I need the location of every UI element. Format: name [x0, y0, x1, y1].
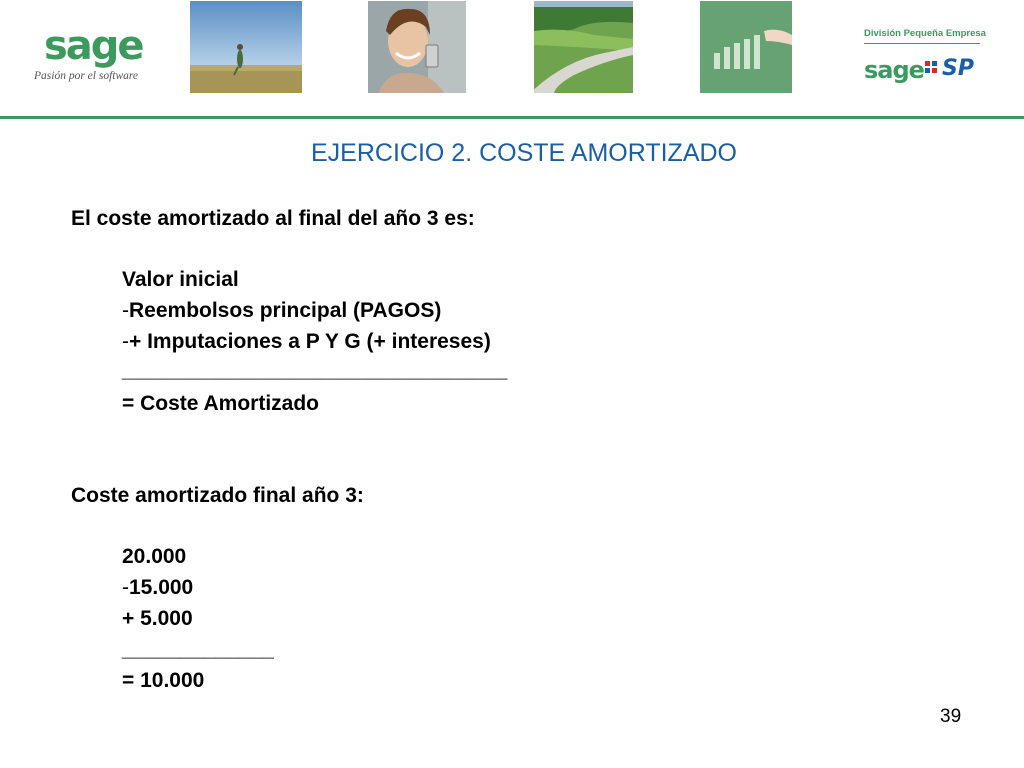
calc-repayment-value: 15.000 [129, 576, 194, 599]
formula-imputations-text: + Imputaciones a P Y G (+ intereses) [129, 330, 491, 353]
person-in-field-photo [190, 1, 302, 93]
division-divider [864, 43, 980, 44]
sage-tagline: Pasión por el software [34, 70, 139, 82]
division-label: División Pequeña Empresa [864, 28, 986, 39]
slide-header [0, 0, 1024, 118]
mountain-road-photo [534, 1, 633, 93]
calc-heading: Coste amortizado final año 3: [71, 484, 364, 507]
calc-line-repayment [122, 572, 193, 603]
bar-chart-board-photo [700, 1, 792, 93]
calc-line-interest: + 5.000 [122, 607, 193, 630]
formula-line-initial-value: Valor inicial [122, 268, 239, 291]
sp-mark-icon [924, 60, 938, 74]
calc-minus-sign: - [122, 576, 129, 599]
sage-sp-logo-sage: sage [864, 56, 924, 84]
header-divider [0, 116, 1024, 119]
sage-sp-logo-sp: SP [942, 56, 974, 81]
woman-with-phone-photo [368, 1, 466, 93]
formula-result: = Coste Amortizado [122, 392, 319, 415]
sage-logo: sage [44, 23, 143, 69]
intro-text: El coste amortizado al final del año 3 es: [71, 207, 475, 230]
formula-minus-sign: - [122, 299, 129, 322]
formula-line-imputations [122, 326, 491, 357]
page-number: 39 [940, 706, 962, 727]
calc-line-initial: 20.000 [122, 545, 187, 568]
formula-line-repayments [122, 295, 441, 326]
formula-rule: _________________________________ [122, 359, 508, 382]
formula-repayments-text: Reembolsos principal (PAGOS) [129, 299, 442, 322]
calc-result: = 10.000 [122, 669, 205, 692]
slide-title: EJERCICIO 2. COSTE AMORTIZADO [311, 139, 737, 167]
formula-minus-sign: - [122, 330, 129, 353]
calc-rule: _____________ [122, 638, 274, 661]
